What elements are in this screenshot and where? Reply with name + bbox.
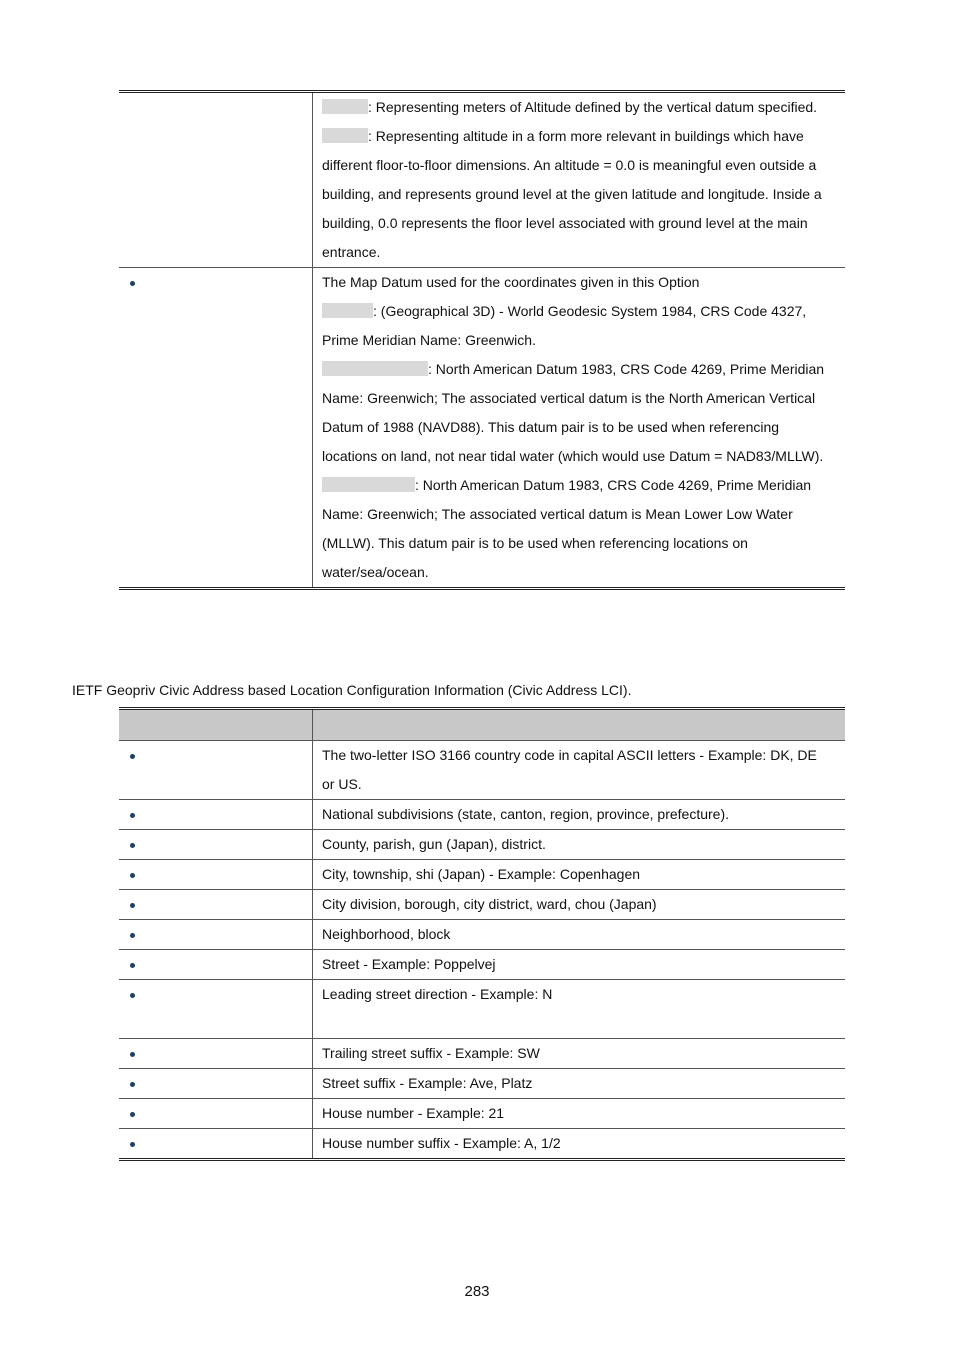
bullet-icon [130,1082,135,1087]
description-line: City, township, shi (Japan) - Example: Copenhagen [322,866,641,882]
parameter-cell [119,268,313,589]
description-line: The two-letter ISO 3166 country code in capital ASCII letters - Example: DK, DE [322,747,817,763]
bullet-icon [130,1112,135,1117]
civic-address-intro: IETF Geopriv Civic Address based Location Configuration Information (Civic Address LCI). [72,682,632,698]
redacted-label [322,303,373,318]
description-text: (MLLW). This datum pair is to be used when referencing locations on [322,535,748,551]
description-line [322,413,839,442]
field-cell [119,830,313,860]
field-cell [119,800,313,830]
description-cell [313,860,846,890]
description-text: : North American Datum 1983, CRS Code 4269, Prime Meridian [428,361,825,377]
description-text: different floor-to-floor dimensions. An altitude = 0.0 is meaningful even outside a [322,157,817,173]
description-line: Leading street direction - Example: N [322,986,553,1002]
description-cell [313,741,846,800]
bullet-icon [130,993,135,998]
description-line [322,209,839,238]
description-line: Neighborhood, block [322,926,451,942]
table-row [119,800,845,830]
table-row [119,741,845,800]
bullet-icon [130,754,135,759]
table-row [119,860,845,890]
bullet-icon [130,873,135,878]
description-cell [313,268,846,589]
description-text: : Representing altitude in a form more relevant in buildings which have [368,128,804,144]
description-cell [313,890,846,920]
description-text: building, 0.0 represents the floor level associated with ground level at the main [322,215,808,231]
description-text: The Map Datum used for the coordinates given in this Option [322,274,700,290]
description-line [322,355,839,384]
description-text: : North American Datum 1983, CRS Code 4269, Prime Meridian [415,477,812,493]
redacted-label [322,99,368,114]
header-cell-object [119,709,313,741]
description-line [322,442,839,471]
description-line: House number - Example: 21 [322,1105,505,1121]
description-line [322,500,839,529]
description-cell [313,92,846,268]
field-cell [119,950,313,980]
field-cell [119,1069,313,1099]
description-line [322,151,839,180]
description-text: : (Geographical 3D) - World Geodesic System 1984, CRS Code 4327, [373,303,807,319]
description-cell [313,920,846,950]
field-cell [119,1099,313,1129]
civic-address-table [119,707,845,1161]
table-header-row [119,709,845,741]
description-line [322,326,839,355]
description-text: Prime Meridian Name: Greenwich. [322,332,536,348]
description-line: City division, borough, city district, ward, chou (Japan) [322,896,657,912]
description-line [322,268,839,297]
bullet-icon [130,903,135,908]
description-cell [313,1129,846,1160]
description-text: building, and represents ground level at the given latitude and longitude. Inside a [322,186,822,202]
header-cell-description [313,709,846,741]
table-row [119,1069,845,1099]
description-text: Datum of 1988 (NAVD88). This datum pair is to be used when referencing [322,419,780,435]
bullet-icon [130,281,135,286]
table-row [119,950,845,980]
description-text: Name: Greenwich; The associated vertical datum is Mean Lower Low Water [322,506,793,522]
table-row [119,890,845,920]
bullet-icon [130,933,135,938]
description-line [322,1009,839,1038]
description-cell [313,980,846,1039]
parameter-cell [119,92,313,268]
bullet-icon [130,1052,135,1057]
description-text: Name: Greenwich; The associated vertical datum is the North American Vertical [322,390,816,406]
description-line [322,93,839,122]
table-row [119,268,845,589]
bullet-icon [130,963,135,968]
field-cell [119,980,313,1039]
description-line: Trailing street suffix - Example: SW [322,1045,540,1061]
description-cell [313,1099,846,1129]
redacted-label [322,477,415,492]
table-row [119,92,845,268]
description-line [322,384,839,413]
table-row [119,1129,845,1160]
description-line [322,297,839,326]
description-cell [313,1069,846,1099]
description-line: or US. [322,776,362,792]
field-cell [119,741,313,800]
description-line: Street suffix - Example: Ave, Platz [322,1075,533,1091]
description-line [322,180,839,209]
description-text: entrance. [322,244,381,260]
bullet-icon [130,1142,135,1147]
bullet-icon [130,843,135,848]
page-number: 283 [464,1283,490,1300]
description-line: Street - Example: Poppelvej [322,956,496,972]
description-text: water/sea/ocean. [322,564,429,580]
description-text: locations on land, not near tidal water (which would use Datum = NAD83/MLLW). [322,448,824,464]
description-line [322,471,839,500]
table-row [119,980,845,1039]
description-cell [313,830,846,860]
table-row [119,1099,845,1129]
field-cell [119,890,313,920]
description-text: : Representing meters of Altitude defined by the vertical datum specified. [368,99,818,115]
table-row [119,920,845,950]
field-cell [119,860,313,890]
description-line [322,558,839,587]
description-cell [313,950,846,980]
description-line [322,238,839,267]
field-cell [119,1129,313,1160]
description-line: County, parish, gun (Japan), district. [322,836,546,852]
field-cell [119,1039,313,1069]
table-row [119,830,845,860]
redacted-label [322,128,368,143]
description-line: National subdivisions (state, canton, region, province, prefecture). [322,806,729,822]
field-cell [119,920,313,950]
description-line [322,122,839,151]
description-line [322,529,839,558]
redacted-label [322,361,428,376]
datum-options-table [119,90,845,590]
bullet-icon [130,813,135,818]
table-row [119,1039,845,1069]
description-line: House number suffix - Example: A, 1/2 [322,1135,561,1151]
description-cell [313,800,846,830]
description-cell [313,1039,846,1069]
